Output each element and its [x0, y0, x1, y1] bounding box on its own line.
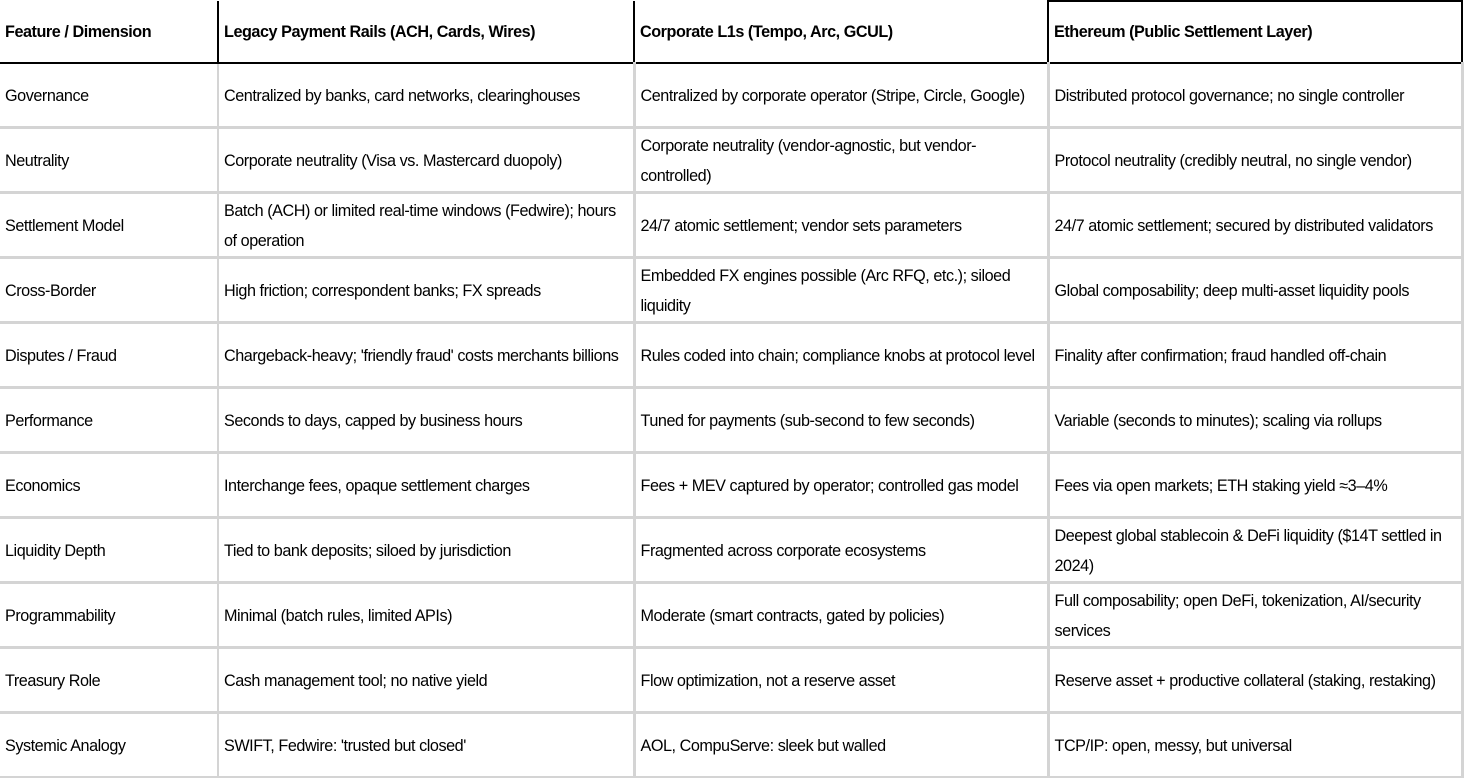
table-row: [0, 583, 1462, 648]
cell-legacy: Cash management tool; no native yield: [218, 648, 634, 713]
header-row: [0, 1, 1462, 63]
header-corporate-l1s: Corporate L1s (Tempo, Arc, GCUL): [634, 1, 1048, 63]
cell-ethereum: TCP/IP: open, messy, but universal: [1048, 713, 1462, 778]
cell-corporate: Moderate (smart contracts, gated by policies): [634, 583, 1048, 648]
table-row: [0, 518, 1462, 583]
cell-corporate: Embedded FX engines possible (Arc RFQ, etc.); siloed liquidity: [634, 258, 1048, 323]
cell-legacy: Centralized by banks, card networks, clearinghouses: [218, 63, 634, 128]
cell-corporate: AOL, CompuServe: sleek but walled: [634, 713, 1048, 778]
cell-ethereum: Protocol neutrality (credibly neutral, no single vendor): [1048, 128, 1462, 193]
cell-legacy: Minimal (batch rules, limited APIs): [218, 583, 634, 648]
cell-legacy: High friction; correspondent banks; FX spreads: [218, 258, 634, 323]
row-dimension: Cross-Border: [0, 258, 218, 323]
cell-legacy: Seconds to days, capped by business hours: [218, 388, 634, 453]
table-row: [0, 63, 1462, 128]
cell-ethereum: Full composability; open DeFi, tokenization, AI/security services: [1048, 583, 1462, 648]
header-ethereum: Ethereum (Public Settlement Layer): [1048, 1, 1462, 63]
cell-corporate: Tuned for payments (sub-second to few seconds): [634, 388, 1048, 453]
cell-ethereum: Distributed protocol governance; no single controller: [1048, 63, 1462, 128]
cell-legacy: SWIFT, Fedwire: 'trusted but closed': [218, 713, 634, 778]
cell-legacy: Batch (ACH) or limited real-time windows (Fedwire); hours of operation: [218, 193, 634, 258]
row-dimension: Settlement Model: [0, 193, 218, 258]
row-dimension: Economics: [0, 453, 218, 518]
table-header: [0, 1, 1462, 63]
table-body: [0, 63, 1462, 777]
cell-ethereum: 24/7 atomic settlement; secured by distributed validators: [1048, 193, 1462, 258]
row-dimension: Treasury Role: [0, 648, 218, 713]
cell-corporate: Flow optimization, not a reserve asset: [634, 648, 1048, 713]
table-row: [0, 323, 1462, 388]
table-row: [0, 713, 1462, 778]
cell-corporate: Rules coded into chain; compliance knobs at protocol level: [634, 323, 1048, 388]
cell-ethereum: Deepest global stablecoin & DeFi liquidity ($14T settled in 2024): [1048, 518, 1462, 583]
cell-ethereum: Finality after confirmation; fraud handled off-chain: [1048, 323, 1462, 388]
cell-corporate: Corporate neutrality (vendor-agnostic, but vendor-controlled): [634, 128, 1048, 193]
cell-corporate: Centralized by corporate operator (Stripe, Circle, Google): [634, 63, 1048, 128]
cell-ethereum: Fees via open markets; ETH staking yield ≈3–4%: [1048, 453, 1462, 518]
cell-ethereum: Reserve asset + productive collateral (staking, restaking): [1048, 648, 1462, 713]
row-dimension: Liquidity Depth: [0, 518, 218, 583]
table-row: [0, 388, 1462, 453]
table-row: [0, 648, 1462, 713]
row-dimension: Governance: [0, 63, 218, 128]
cell-legacy: Corporate neutrality (Visa vs. Mastercard duopoly): [218, 128, 634, 193]
cell-legacy: Interchange fees, opaque settlement charges: [218, 453, 634, 518]
row-dimension: Programmability: [0, 583, 218, 648]
cell-corporate: Fees + MEV captured by operator; controlled gas model: [634, 453, 1048, 518]
row-dimension: Performance: [0, 388, 218, 453]
cell-ethereum: Global composability; deep multi-asset liquidity pools: [1048, 258, 1462, 323]
cell-legacy: Tied to bank deposits; siloed by jurisdiction: [218, 518, 634, 583]
row-dimension: Systemic Analogy: [0, 713, 218, 778]
table-row: [0, 453, 1462, 518]
cell-corporate: Fragmented across corporate ecosystems: [634, 518, 1048, 583]
table-row: [0, 193, 1462, 258]
cell-corporate: 24/7 atomic settlement; vendor sets parameters: [634, 193, 1048, 258]
row-dimension: Disputes / Fraud: [0, 323, 218, 388]
table-row: [0, 258, 1462, 323]
row-dimension: Neutrality: [0, 128, 218, 193]
table-row: [0, 128, 1462, 193]
header-dimension: Feature / Dimension: [0, 1, 218, 63]
cell-ethereum: Variable (seconds to minutes); scaling via rollups: [1048, 388, 1462, 453]
cell-legacy: Chargeback-heavy; 'friendly fraud' costs merchants billions: [218, 323, 634, 388]
header-legacy-rails: Legacy Payment Rails (ACH, Cards, Wires): [218, 1, 634, 63]
